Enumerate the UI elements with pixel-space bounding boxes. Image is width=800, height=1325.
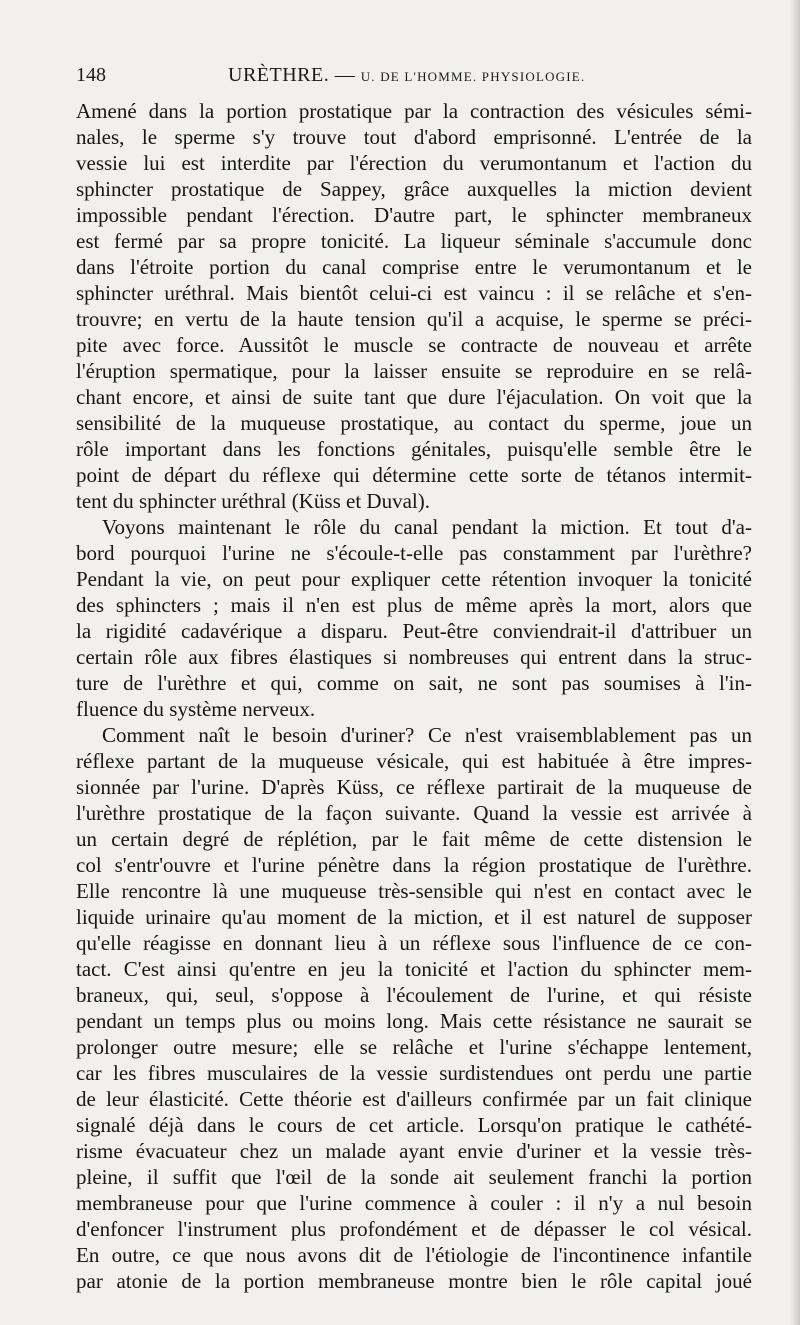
text-line: rôle important dans les fonctions génitales, puisqu'elle semble être le [76,437,752,461]
text-line: prolonger outre mesure; elle se relâche et l'urine s'échappe lentement, [76,1035,752,1059]
text-line: l'urèthre prostatique de la façon suivante. Quand la vessie est arrivée à [76,801,752,825]
text-line: chant encore, et ainsi de suite tant que dure l'éjaculation. On voit que la [76,385,752,409]
text-line: signalé déjà dans le cours de cet article. Lorsqu'on pratique le cathété- [76,1113,752,1137]
text-line: trouvre; en vertu de la haute tension qu'il a acquise, le sperme se préci- [76,307,752,331]
text-line: pite avec force. Aussitôt le muscle se contracte de nouveau et arrête [76,333,752,357]
text-line: tact. C'est ainsi qu'entre en jeu la tonicité et l'action du sphincter mem- [76,957,752,981]
text-line: col s'entr'ouvre et l'urine pénètre dans la région prostatique de l'urèthre. [76,853,752,877]
text-line: sphincter uréthral. Mais bientôt celui-ci est vaincu : il se relâche et s'en- [76,281,752,305]
text-line: réflexe partant de la muqueuse vésicale, qui est habituée à être impres- [76,749,752,773]
running-head-title: URÈTHRE. — [228,64,356,86]
text-line: certain rôle aux fibres élastiques si nombreuses qui entrent dans la struc- [76,645,752,669]
text-line: dans l'étroite portion du canal comprise entre le verumontanum et le [76,255,752,279]
text-line: Amené dans la portion prostatique par la contraction des vésicules sémi- [76,99,752,123]
text-line: un certain degré de réplétion, par le fait même de cette distension le [76,827,752,851]
text-line: Voyons maintenant le rôle du canal pendant la miction. Et tout d'a- [102,515,752,539]
text-line: sphincter prostatique de Sappey, grâce auxquelles la miction devient [76,177,752,201]
running-head-subtitle: U. DE L'HOMME. PHYSIOLOGIE. [360,69,586,84]
text-line: tent du sphincter uréthral (Küss et Duval). [76,489,430,513]
text-line: l'éruption spermatique, pour la laisser ensuite se reproduire en se relâ- [76,359,752,383]
text-line: risme évacuateur chez un malade ayant envie d'uriner et la vessie très- [76,1139,752,1163]
text-line: sensibilité de la muqueuse prostatique, au contact du sperme, joue un [76,411,752,435]
text-line: point de départ du réflexe qui détermine cette sorte de tétanos intermit- [76,463,752,487]
text-line: par atonie de la portion membraneuse montre bien le rôle capital joué [76,1269,752,1293]
text-line: d'enfoncer l'instrument plus profondément et de dépasser le col vésical. [76,1217,752,1241]
text-line: bord pourquoi l'urine ne s'écoule-t-elle pas constamment par l'urèthre? [76,541,752,565]
text-line: vessie lui est interdite par l'érection du verumontanum et l'action du [76,151,752,175]
text-line: est fermé par sa propre tonicité. La liqueur séminale s'accumule donc [76,229,752,253]
text-line: membraneuse pour que l'urine commence à couler : il n'y a nul besoin [76,1191,752,1215]
text-line: liquide urinaire qu'au moment de la miction, et il est naturel de supposer [76,905,752,929]
text-line: Elle rencontre là une muqueuse très-sensible qui n'est en contact avec le [76,879,752,903]
text-line: sionnée par l'urine. D'après Küss, ce réflexe partirait de la muqueuse de [76,775,752,799]
text-line: Pendant la vie, on peut pour expliquer cette rétention invoquer la tonicité [76,567,752,591]
running-head [228,64,585,87]
page-number: 148 [76,64,106,86]
text-line: pendant un temps plus ou moins long. Mais cette résistance ne saurait se [76,1009,752,1033]
text-line: En outre, ce que nous avons dit de l'étiologie de l'incontinence infantile [76,1243,752,1267]
text-line: nales, le sperme s'y trouve tout d'abord emprisonné. L'entrée de la [76,125,752,149]
text-line: Comment naît le besoin d'uriner? Ce n'est vraisemblablement pas un [102,723,752,747]
text-line: la rigidité cadavérique a disparu. Peut-être conviendrait-il d'attribuer un [76,619,752,643]
text-line: pleine, il suffit que l'œil de la sonde ait seulement franchi la portion [76,1165,752,1189]
text-line: braneux, qui, seul, s'oppose à l'écoulement de l'urine, et qui résiste [76,983,752,1007]
text-line: car les fibres musculaires de la vessie surdistendues ont perdu une partie [76,1061,752,1085]
page-edge-shadow [790,0,800,1325]
body-text [76,98,752,1294]
text-line: qu'elle réagisse en donnant lieu à un réflexe sous l'influence de ce con- [76,931,752,955]
text-line: des sphincters ; mais il n'en est plus de même après la mort, alors que [76,593,752,617]
text-line: de leur élasticité. Cette théorie est d'ailleurs confirmée par un fait clinique [76,1087,752,1111]
text-line: ture de l'urèthre et qui, comme on sait, ne sont pas soumises à l'in- [76,671,752,695]
text-line: fluence du système nerveux. [76,697,316,721]
page-header [76,62,752,92]
text-line: impossible pendant l'érection. D'autre part, le sphincter membraneux [76,203,752,227]
